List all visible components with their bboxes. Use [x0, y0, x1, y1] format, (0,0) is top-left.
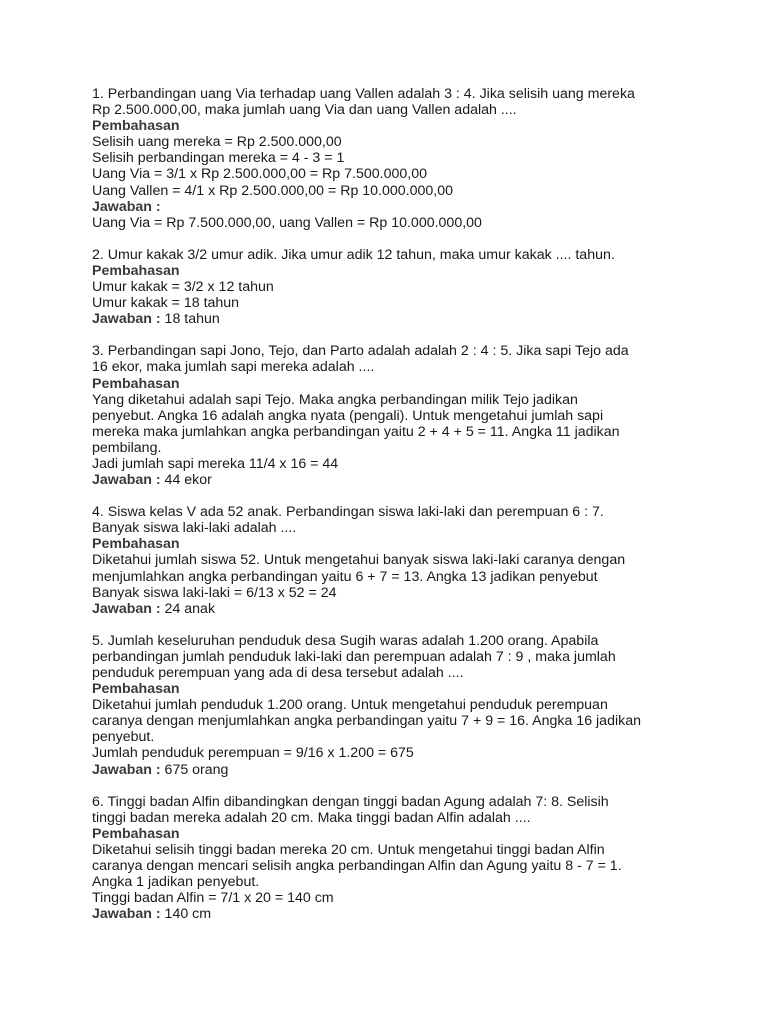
question-text: 1. Perbandingan uang Via terhadap uang Vallen adalah 3 : 4. Jika selisih uang mereka [92, 86, 635, 102]
answer-label: Jawaban : [92, 761, 161, 778]
discussion-heading: Pembahasan [92, 536, 180, 553]
answer-value: 18 tahun [160, 311, 220, 328]
discussion-heading: Pembahasan [92, 681, 180, 698]
discussion-heading: Pembahasan [92, 375, 180, 392]
question-text: penduduk perempuan yang ada di desa tersebut adalah .... [92, 665, 464, 681]
solution-line: caranya dengan menjumlahkan angka perbandingan yaitu 7 + 9 = 16. Angka 16 jadikan [92, 713, 641, 730]
answer-line [92, 472, 692, 488]
question-text: tinggi badan mereka adalah 20 cm. Maka tinggi badan Alfin adalah .... [92, 809, 531, 826]
question-text: 4. Siswa kelas V ada 52 anak. Perbandingan siswa laki-laki dan perempuan 6 : 7. [92, 504, 604, 521]
question-text: 5. Jumlah keseluruhan penduduk desa Sugih waras adalah 1.200 orang. Apabila [92, 632, 599, 649]
solution-line: Diketahui jumlah siswa 52. Untuk mengetahui banyak siswa laki-laki caranya dengan [92, 552, 626, 569]
solution-line: penyebut. Angka 16 adalah angka nyata (pengali). Untuk mengetahui jumlah sapi [92, 407, 604, 424]
document-body [92, 86, 692, 938]
question-item-3 [92, 343, 692, 488]
answer-value: 140 cm [160, 906, 212, 923]
solution-line: Uang Via = 3/1 x Rp 2.500.000,00 = Rp 7.500.000,00 [92, 166, 427, 183]
question-item-1 [92, 86, 692, 231]
question-text: perbandingan jumlah penduduk laki-laki dan perempuan adalah 7 : 9 , maka jumlah [92, 648, 616, 665]
question-text: 16 ekor, maka jumlah sapi mereka adalah .... [92, 359, 375, 376]
solution-line: Uang Vallen = 4/1 x Rp 2.500.000,00 = Rp 10.000.000,00 [92, 182, 454, 199]
solution-line: Yang diketahui adalah sapi Tejo. Maka angka perbandingan milik Tejo jadikan [92, 391, 578, 408]
question-text: 6. Tinggi badan Alfin dibandingkan dengan tinggi badan Agung adalah 7: 8. Selisih [92, 793, 609, 810]
discussion-heading: Pembahasan [92, 825, 180, 842]
answer-line [92, 601, 692, 617]
question-text: Rp 2.500.000,00, maka jumlah uang Via dan uang Vallen adalah .... [92, 102, 517, 119]
question-item-5 [92, 633, 692, 778]
solution-line: Umur kakak = 3/2 x 12 tahun [92, 279, 274, 296]
answer-line [92, 311, 692, 327]
answer-value: 675 orang [160, 761, 229, 778]
solution-line: Selisih uang mereka = Rp 2.500.000,00 [92, 134, 342, 151]
answer-value: 24 anak [160, 600, 216, 617]
solution-line: Angka 1 jadikan penyebut. [92, 874, 260, 891]
answer-value: 44 ekor [160, 472, 212, 489]
answer-label: Jawaban : [92, 472, 161, 489]
question-text: 2. Umur kakak 3/2 umur adik. Jika umur adik 12 tahun, maka umur kakak .... tahun. [92, 246, 615, 263]
answer-line [92, 762, 692, 778]
question-text: 3. Perbandingan sapi Jono, Tejo, dan Parto adalah adalah 2 : 4 : 5. Jika sapi Tejo ada [92, 343, 629, 360]
answer-label: Jawaban : [92, 906, 161, 923]
solution-line: penyebut. [92, 729, 155, 746]
answer-value: Uang Via = Rp 7.500.000,00, uang Vallen = Rp 10.000.000,00 [92, 214, 482, 231]
solution-line: caranya dengan mencari selisih angka perbandingan Alfin dan Agung yaitu 8 - 7 = 1. [92, 858, 622, 875]
solution-line: Jumlah penduduk perempuan = 9/16 x 1.200 = 675 [92, 745, 414, 762]
solution-line: Diketahui selisih tinggi badan mereka 20 cm. Untuk mengetahui tinggi badan Alfin [92, 841, 605, 858]
discussion-heading: Pembahasan [92, 262, 180, 279]
discussion-heading: Pembahasan [92, 118, 180, 135]
answer-label: Jawaban : [92, 198, 161, 215]
solution-line: Banyak siswa laki-laki = 6/13 x 52 = 24 [92, 584, 337, 601]
solution-line: Selisih perbandingan mereka = 4 - 3 = 1 [92, 150, 345, 167]
answer-label: Jawaban : [92, 600, 161, 617]
question-text: Banyak siswa laki-laki adalah .... [92, 520, 297, 537]
solution-line: Umur kakak = 18 tahun [92, 295, 240, 312]
question-item-2 [92, 247, 692, 327]
solution-line: pembilang. [92, 439, 162, 456]
solution-line: Tinggi badan Alfin = 7/1 x 20 = 140 cm [92, 890, 334, 907]
answer-line [92, 906, 692, 922]
solution-line: Diketahui jumlah penduduk 1.200 orang. Untuk mengetahui penduduk perempuan [92, 697, 608, 714]
question-item-4 [92, 504, 692, 617]
solution-line: menjumlahkan angka perbandingan yaitu 6 + 7 = 13. Angka 13 jadikan penyebut [92, 568, 598, 585]
answer-label: Jawaban : [92, 311, 161, 328]
solution-line: Jadi jumlah sapi mereka 11/4 x 16 = 44 [92, 455, 339, 472]
solution-line: mereka maka jumlahkan angka perbandingan yaitu 2 + 4 + 5 = 11. Angka 11 jadikan [92, 423, 620, 440]
question-item-6 [92, 794, 692, 923]
